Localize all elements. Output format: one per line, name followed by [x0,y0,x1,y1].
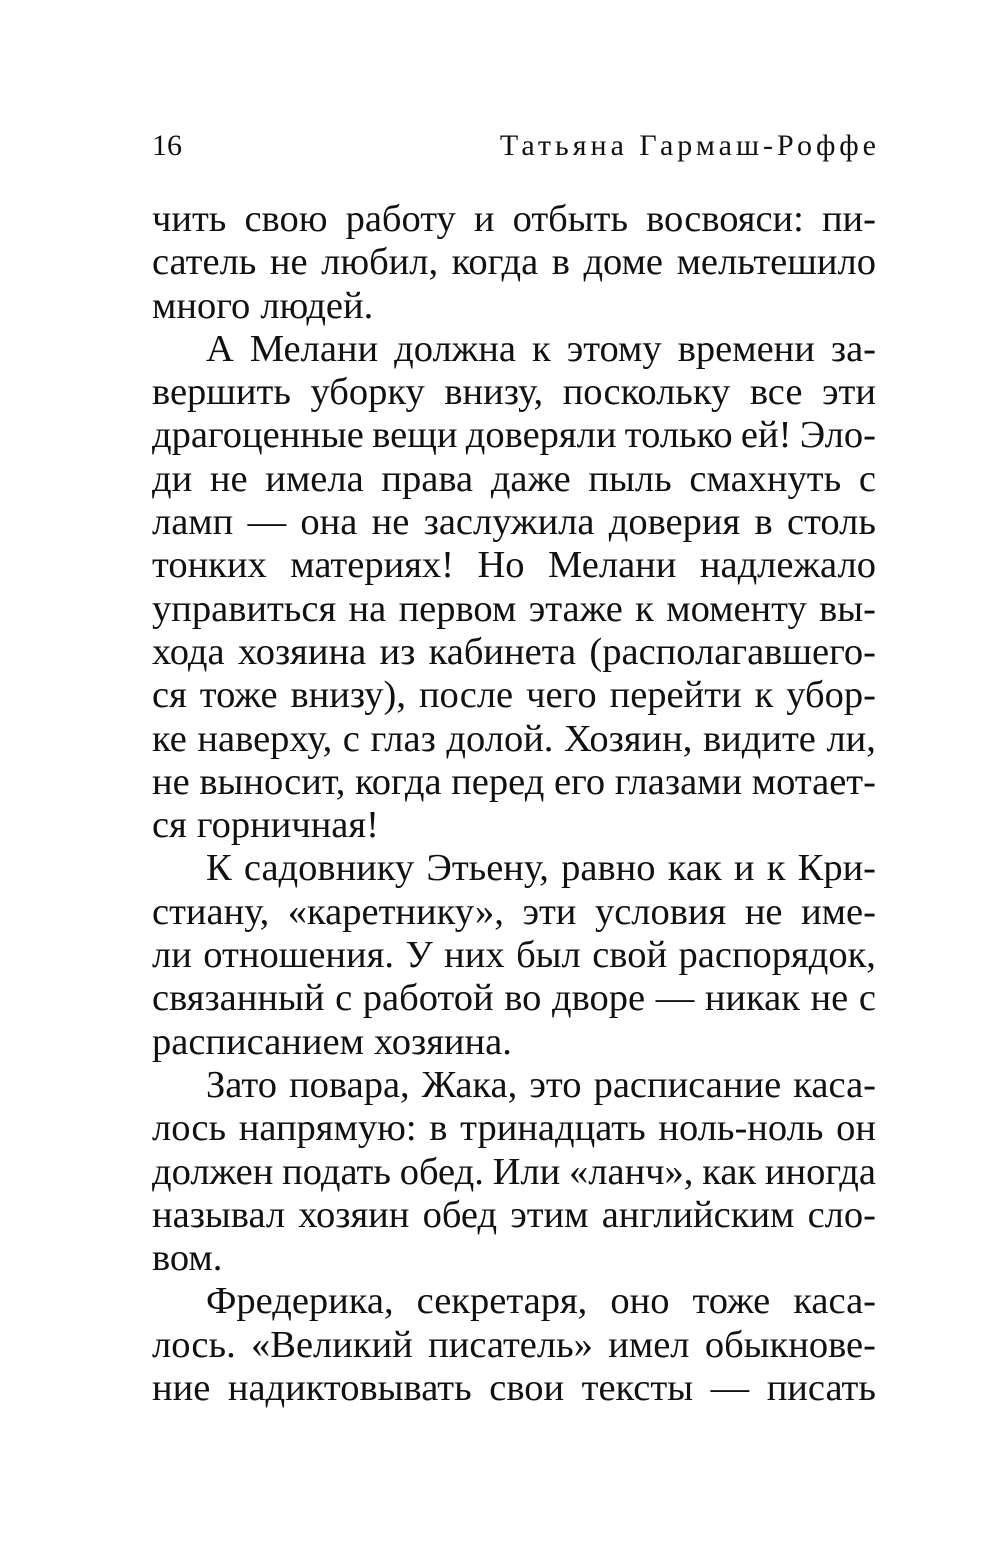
book-author: Татьяна Гармаш-Роффе [499,129,880,162]
text-line: вершить уборку внизу, поскольку все эти [152,371,876,414]
text-line: Фредерика, секретаря, оно тоже каса- [206,1280,876,1323]
text-line: ние надиктовывать свои тексты — писать [152,1367,876,1410]
text-line: сатель не любил, когда в доме мельтешило [152,241,876,284]
text-line: связанный с работой во дворе — никак не с [152,977,876,1020]
running-header [152,126,880,166]
text-line: управиться на первом этаже к моменту вы- [152,587,876,630]
text-line: расписанием хозяина. [152,1020,512,1063]
text-line: ке наверху, с глаз долой. Хозяин, видите ли, [152,717,876,760]
text-line: лось напрямую: в тринадцать ноль-ноль он [152,1107,876,1150]
text-line: хода хозяина из кабинета (располагавшего- [152,630,876,673]
text-line: лось. «Великий писатель» имел обыкнове- [152,1323,876,1366]
text-line: драгоценные вещи доверяли только ей! Эло- [152,414,876,457]
text-line: ся горничная! [152,804,379,847]
page-number: 16 [152,129,182,162]
text-line: не выносит, когда перед его глазами мотает- [152,760,876,803]
text-line: ламп — она не заслужила доверия в столь [152,501,876,544]
text-line: А Мелани должна к этому времени за- [206,327,876,370]
text-line: ди не имела права даже пыль смахнуть с [152,457,876,500]
text-line: ли отношения. У них был свой распорядок, [152,934,876,977]
text-line: ся тоже внизу), после чего перейти к убор- [152,674,876,717]
text-line: чить свою работу и отбыть восвояси: пи- [152,198,876,240]
text-line: К садовнику Этьену, равно как и к Кри- [206,847,876,890]
text-line: вом. [152,1237,223,1280]
text-line: должен подать обед. Или «ланч», как иногда [152,1150,876,1193]
body-text [152,198,876,1410]
text-line: много людей. [152,284,374,327]
text-line: тонких материях! Но Мелани надлежало [152,544,876,587]
text-line: стиану, «каретнику», эти условия не име- [152,890,876,933]
text-line: Зато повара, Жака, это расписание каса- [206,1063,876,1106]
text-line: называл хозяин обед этим английским сло- [152,1193,876,1236]
